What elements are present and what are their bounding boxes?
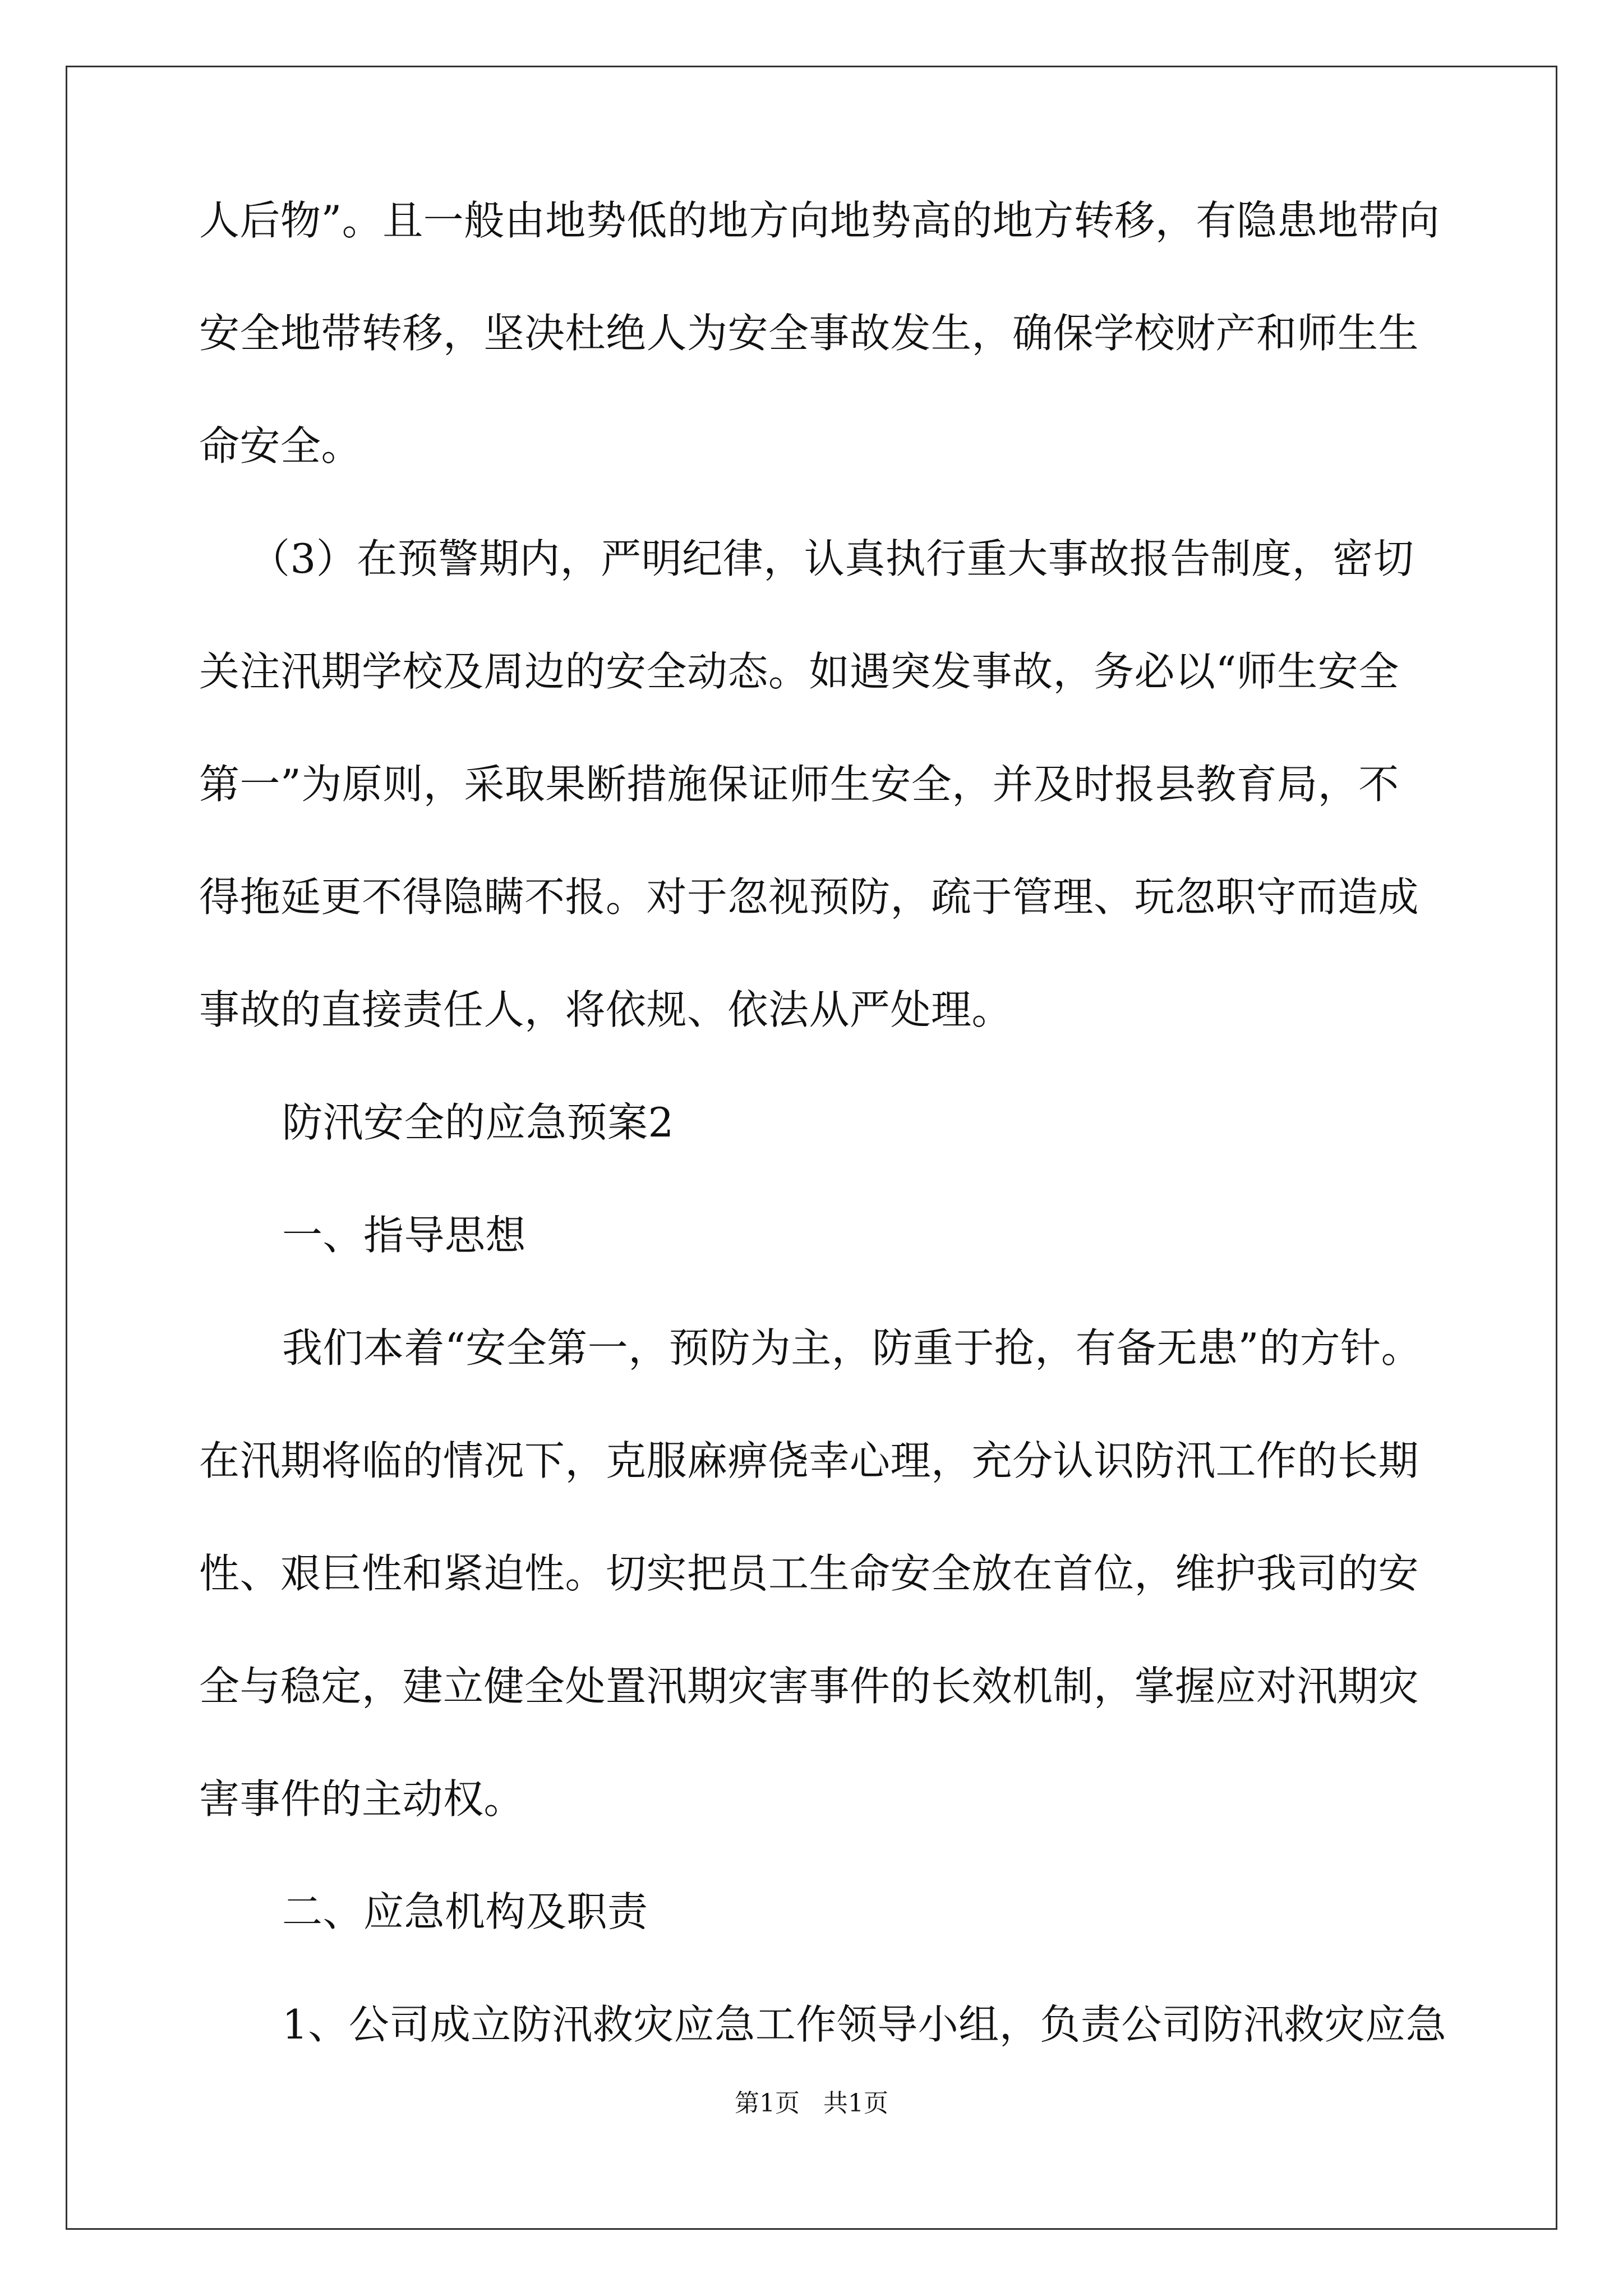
- paragraph-line: 关注汛期学校及周边的安全动态。如遇突发事故，务必以“师生安全: [199, 648, 1399, 695]
- paragraph-line: 性、艰巨性和紧迫性。切实把员工生命安全放在首位，维护我司的安: [199, 1550, 1419, 1597]
- paragraph-line: 事故的直接责任人，将依规、依法从严处理。: [199, 986, 1013, 1033]
- paragraph-line: 我们本着“安全第一，预防为主，防重于抢，有备无患”的方针。: [282, 1324, 1422, 1372]
- section-heading: 一、指导思想: [282, 1212, 527, 1259]
- paragraph-line: （3）在预警期内，严明纪律，认真执行重大事故报告制度，密切: [250, 535, 1414, 582]
- paragraph-line: 人后物”。且一般由地势低的地方向地势高的地方转移，有隐患地带向: [199, 197, 1440, 244]
- paragraph-line: 在汛期将临的情况下，克服麻痹侥幸心理，充分认识防汛工作的长期: [199, 1437, 1419, 1484]
- paragraph-line: 命安全。: [199, 422, 362, 470]
- paragraph-line: 全与稳定，建立健全处置汛期灾害事件的长效机制，掌握应对汛期灾: [199, 1663, 1419, 1710]
- paragraph-line: 害事件的主动权。: [199, 1775, 525, 1823]
- document-body: [199, 197, 1447, 2115]
- section-title: 防汛安全的应急预案2: [282, 1099, 674, 1146]
- section-heading: 二、应急机构及职责: [282, 1888, 648, 1935]
- paragraph-line: 得拖延更不得隐瞒不报。对于忽视预防，疏于管理、玩忽职守而造成: [199, 873, 1419, 921]
- paragraph-line: 第一”为原则，采取果断措施保证师生安全，并及时报县教育局，不: [199, 761, 1399, 808]
- paragraph-line: 安全地带转移，坚决杜绝人为安全事故发生，确保学校财产和师生生: [199, 310, 1419, 357]
- paragraph-line: 1、公司成立防汛救灾应急工作领导小组，负责公司防汛救灾应急: [282, 2001, 1447, 2048]
- page-number-footer: 第1页 共1页: [735, 2089, 888, 2118]
